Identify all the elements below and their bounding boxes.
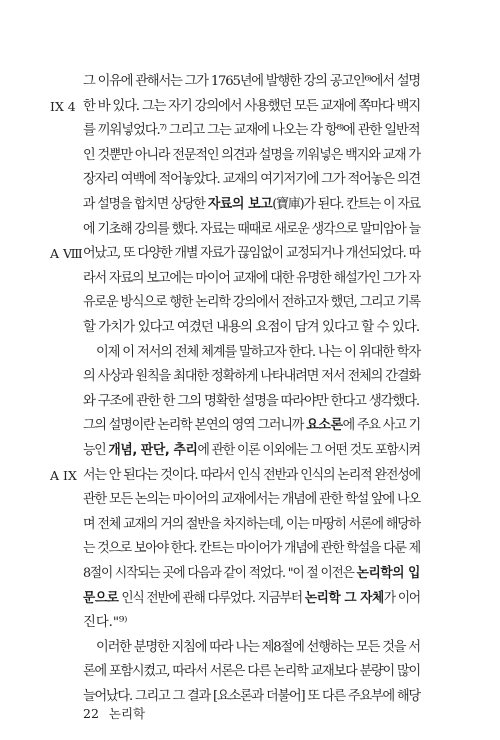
text-segment: 과 설명을 합치면 상당한 xyxy=(83,197,208,212)
text-line xyxy=(83,222,420,238)
line-text: 이러한 분명한 지침에 따라 나는 제8절에 선행하는 모든 것을 서 xyxy=(96,639,420,655)
bold-term: 개념, 판단, 추리 xyxy=(108,443,198,458)
text-line xyxy=(83,517,420,533)
line-text: 라서 자료의 보고에는 마이어 교재에 대한 유명한 해설가인 그가 자 xyxy=(83,270,420,286)
margin-reference: IX 4 xyxy=(50,98,76,114)
line-text: 며 전체 교재의 거의 절반을 차지하는데, 이는 마땅히 서론에 해당하 xyxy=(83,516,420,532)
text-line xyxy=(83,541,420,557)
running-title: 논리학 xyxy=(108,706,146,721)
text-line xyxy=(96,345,433,361)
text-line xyxy=(83,591,420,607)
text-line xyxy=(83,418,420,434)
text-line xyxy=(83,271,420,287)
text-line xyxy=(83,74,420,90)
text-line xyxy=(83,246,420,262)
text-segment: 가 이어 xyxy=(383,590,420,606)
text-segment: 인식 전반에 관해 다루었다. 지금부터 xyxy=(118,590,305,606)
text-line xyxy=(83,615,420,631)
bold-term: 자료의 보고 xyxy=(207,197,273,212)
text-line xyxy=(83,148,420,164)
line-text: 론에 포함시켰고, 따라서 서론은 다른 논리학 교재보다 분량이 많이 xyxy=(83,664,420,680)
text-line xyxy=(83,689,420,705)
text-segment: 에 관한 이론 이외에는 그 어떤 것도 포함시켜 xyxy=(197,443,420,458)
margin-reference: A IX xyxy=(50,467,77,483)
line-text: 인 것뿐만 아니라 전문적인 의견과 설명을 끼워넣은 백지와 교재 가 xyxy=(83,147,420,163)
line-text: 유로운 방식으로 행한 논리학 강의에서 전하고자 했던, 그리고 기록 xyxy=(83,295,420,311)
line-text: 관한 모든 논의는 마이어의 교재에서는 개념에 관한 학설 앞에 나오 xyxy=(83,492,420,508)
line-text: 에 기초해 강의를 했다. 자료는 때때로 새로운 생각으로 말미암아 늘 xyxy=(83,221,420,237)
text-segment: 그의 설명이란 논리학 본연의 영역 그러니까 xyxy=(83,418,307,434)
line-text: 그 이유에 관해서는 그가 1765년에 발행한 강의 공고인⁶⁾에서 설명 xyxy=(83,74,420,89)
text-line xyxy=(83,566,420,582)
line-text: 진다."⁹⁾ xyxy=(83,615,128,631)
line-text: 이제 이 저서의 전체 체계를 말하고자 한다. 나는 이 위대한 학자 xyxy=(96,344,420,360)
line-text: 서는 안 된다는 것이다. 따라서 인식 전반과 인식의 논리적 완전성에 xyxy=(83,467,420,483)
line-text: 의 사상과 원칙을 최대한 정확하게 나타내려면 저서 전체의 간결화 xyxy=(83,369,420,385)
line-text: 어났고, 또 다양한 개별 자료가 끊임없이 교정되거나 개선되었다. 따 xyxy=(83,246,420,262)
bold-term: 문으로 xyxy=(83,590,119,606)
line-text xyxy=(83,443,420,459)
text-line xyxy=(83,492,420,508)
line-text: 한 바 있다. 그는 자기 강의에서 사용했던 모든 교재에 쪽마다 백지 xyxy=(83,98,420,114)
line-text xyxy=(83,197,420,213)
line-text: 할 가치가 있다고 여겼던 내용의 요점이 담겨 있다고 할 수 있다. xyxy=(83,320,420,335)
text-line xyxy=(96,640,433,656)
text-line xyxy=(83,394,420,410)
page-number: 22 xyxy=(83,706,99,721)
line-text: 장자리 여백에 적어놓았다. 교재의 여기저기에 그가 적어놓은 의견 xyxy=(83,172,420,188)
line-text xyxy=(83,591,420,607)
text-line xyxy=(83,369,420,385)
text-line xyxy=(83,468,420,484)
bold-term: 요소론 xyxy=(306,418,343,434)
text-line xyxy=(83,664,420,680)
line-text: 늘어났다. 그리고 그 결과 [요소론과 더불어] 또 다른 주요부에 해당 xyxy=(83,689,420,704)
text-line xyxy=(83,295,420,311)
line-text: 와 구조에 관한 한 그의 명확한 설명을 따라야만 한다고 생각했다. xyxy=(83,393,419,409)
text-segment: 8절이 시작되는 곳에 다음과 같이 적었다. "이 절 이전은 xyxy=(83,566,357,581)
bold-term: 논리학 그 자체 xyxy=(304,590,384,606)
page-footer xyxy=(83,706,145,722)
text-line xyxy=(83,197,420,213)
text-segment: 능인 xyxy=(83,443,109,458)
text-line xyxy=(83,172,420,188)
line-text: 를 끼워넣었다.⁷⁾ 그리고 그는 교재에 나오는 각 항⁸⁾에 관한 일반적 xyxy=(83,123,420,139)
text-segment: (寶庫)가 된다. 칸트는 이 자료 xyxy=(272,197,420,212)
bold-term: 논리학의 입 xyxy=(356,566,420,581)
text-line xyxy=(83,443,420,459)
line-text xyxy=(83,566,420,582)
line-text: 는 것으로 보아야 한다. 칸트는 마이어가 개념에 관한 학설을 다룬 제 xyxy=(83,541,420,557)
text-line xyxy=(83,123,420,139)
margin-reference: A Ⅷ xyxy=(50,246,83,262)
line-text xyxy=(83,418,420,434)
text-line xyxy=(83,99,420,115)
text-segment: 에 주요 사고 기 xyxy=(342,418,420,434)
text-line xyxy=(83,320,420,336)
